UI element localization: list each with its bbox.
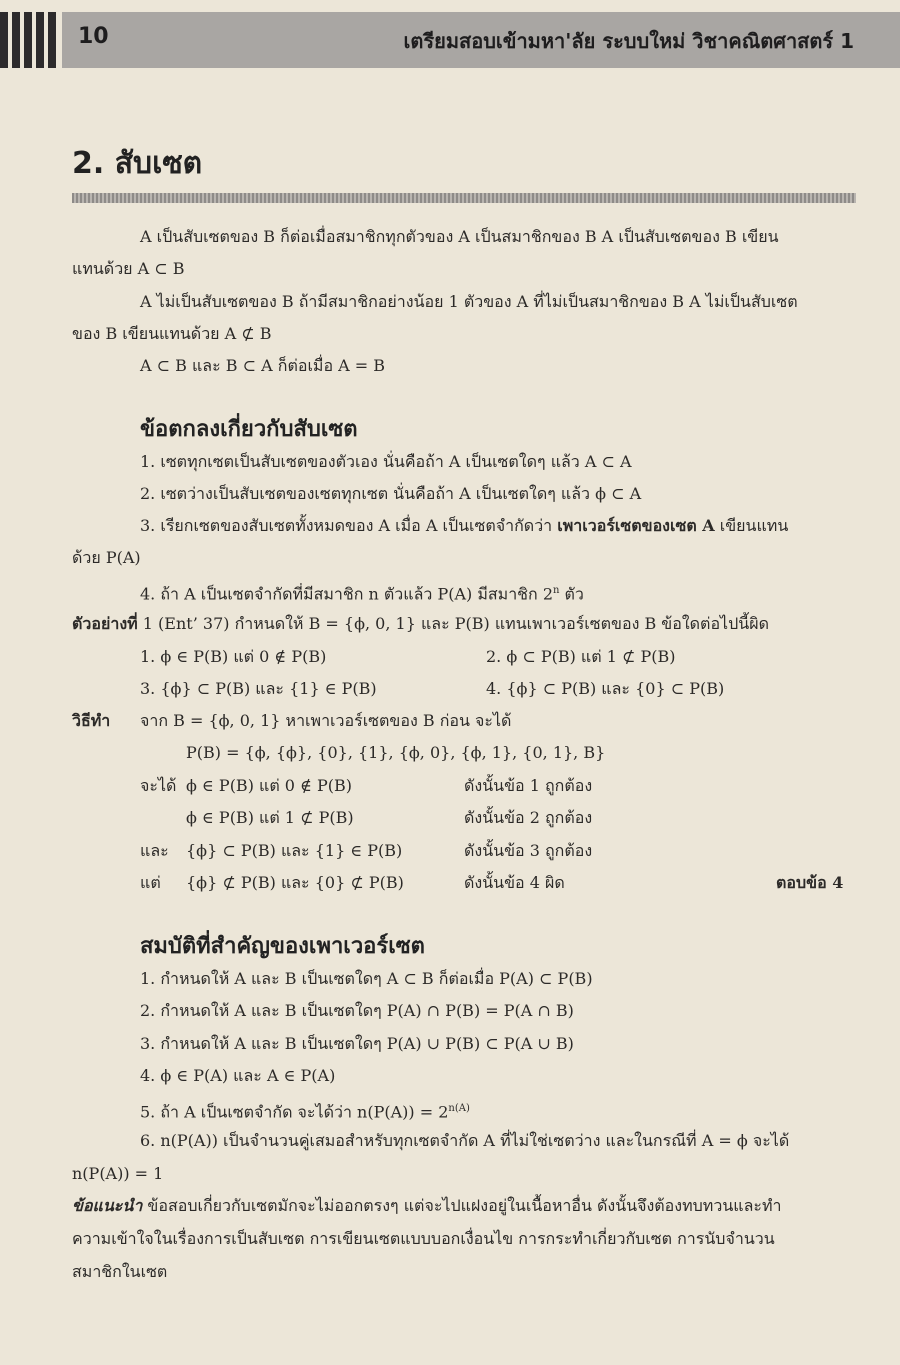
solution-row-4-expr: {ϕ} ⊄ P(B) และ {0} ⊄ P(B)	[186, 873, 404, 892]
convention-item-4-tail: ตัว	[559, 584, 584, 604]
choice-1: 1. ϕ ∈ P(B) แต่ 0 ∉ P(B)	[140, 647, 327, 666]
solution-row-3-prefix: และ	[140, 841, 169, 860]
example-text: 1 (Ent’ 37) กำหนดให้ B = {ϕ, 0, 1} และ P(B) แทนเพาเวอร์เซตของ B ข้อใดต่อไปนี้ผิด	[137, 614, 769, 633]
convention-item-3-tail: เขียนแทน	[714, 516, 789, 535]
property-item-5-text: 5. ถ้า A เป็นเซตจำกัด จะได้ว่า n(P(A)) = 2	[140, 1102, 449, 1122]
page-header	[0, 12, 900, 68]
choice-4: 4. {ϕ} ⊂ P(B) และ {0} ⊂ P(B)	[486, 679, 725, 698]
exponent-nA: n(A)	[448, 1103, 470, 1114]
power-set-term: เพาเวอร์เซตของเซต A	[557, 516, 715, 535]
intro-line-5: A ⊂ B และ B ⊂ A ก็ต่อเมื่อ A = B	[140, 356, 386, 375]
example-question	[72, 613, 769, 635]
convention-item-4-text: 4. ถ้า A เป็นเซตจำกัดที่มีสมาชิก n ตัวแล้ว P(A) มีสมาชิก 2	[140, 584, 553, 604]
intro-line-2: แทนด้วย A ⊂ B	[72, 259, 185, 278]
answer-label: ตอบข้อ 4	[776, 873, 844, 892]
page-number: 10	[78, 24, 109, 49]
property-item-4: 4. ϕ ∈ P(A) และ A ∈ P(A)	[140, 1066, 336, 1085]
solution-line-2: P(B) = {ϕ, {ϕ}, {0}, {1}, {ϕ, 0}, {ϕ, 1}, {0, 1}, B}	[186, 743, 606, 762]
solution-row-4-result: ดังนั้นข้อ 4 ผิด	[464, 873, 565, 892]
header-stripes	[0, 12, 58, 68]
property-item-3: 3. กำหนดให้ A และ B เป็นเซตใดๆ P(A) ∪ P(B) ⊂ P(A ∪ B)	[140, 1034, 574, 1053]
solution-label: วิธีทำ	[72, 711, 111, 730]
property-item-1: 1. กำหนดให้ A และ B เป็นเซตใดๆ A ⊂ B ก็ต่อเมื่อ P(A) ⊂ P(B)	[140, 969, 593, 988]
property-item-2: 2. กำหนดให้ A และ B เป็นเซตใดๆ P(A) ∩ P(B) = P(A ∩ B)	[140, 1001, 574, 1020]
example-label: ตัวอย่างที่	[72, 614, 138, 633]
solution-row-1-result: ดังนั้นข้อ 1 ถูกต้อง	[464, 776, 593, 795]
property-item-6: 6. n(P(A)) เป็นจำนวนคู่เสมอสำหรับทุกเซตจำกัด A ที่ไม่ใช่เซตว่าง และในกรณีที่ A = ϕ จะได้	[140, 1131, 790, 1150]
solution-row-1-prefix: จะได้	[140, 776, 177, 795]
solution-row-4-prefix: แต่	[140, 873, 161, 892]
title-rule	[72, 193, 856, 203]
advice-line-2: ความเข้าใจในเรื่องการเป็นสับเซต การเขียนเซตแบบบอกเงื่อนไข การกระทำเกี่ยวกับเซต การนับจำนวน	[72, 1229, 775, 1248]
solution-row-3-result: ดังนั้นข้อ 3 ถูกต้อง	[464, 841, 593, 860]
solution-row-1-expr: ϕ ∈ P(B) แต่ 0 ∉ P(B)	[186, 776, 353, 795]
solution-row-3-expr: {ϕ} ⊂ P(B) และ {1} ∈ P(B)	[186, 841, 403, 860]
properties-heading: สมบัติที่สำคัญของเพาเวอร์เซต	[140, 934, 425, 959]
convention-item-2: 2. เซตว่างเป็นสับเซตของเซตทุกเซต นั่นคือถ้า A เป็นเซตใดๆ แล้ว ϕ ⊂ A	[140, 484, 642, 503]
convention-item-1: 1. เซตทุกเซตเป็นสับเซตของตัวเอง นั่นคือถ้า A เป็นเซตใดๆ แล้ว A ⊂ A	[140, 452, 632, 471]
conventions-heading: ข้อตกลงเกี่ยวกับสับเซต	[140, 417, 358, 442]
convention-item-3	[140, 515, 788, 537]
property-item-6-cont: n(P(A)) = 1	[72, 1164, 164, 1183]
advice-label: ข้อแนะนำ	[72, 1196, 143, 1215]
solution-row-2-expr: ϕ ∈ P(B) แต่ 1 ⊄ P(B)	[186, 808, 354, 827]
chapter-title: 2. สับเซต	[72, 146, 203, 181]
property-item-5	[140, 1098, 470, 1123]
convention-item-3-cont: ด้วย P(A)	[72, 548, 141, 567]
advice-line-1	[72, 1195, 782, 1217]
solution-line-1: จาก B = {ϕ, 0, 1} หาเพาเวอร์เซตของ B ก่อน จะได้	[140, 711, 512, 730]
intro-line-1: A เป็นสับเซตของ B ก็ต่อเมื่อสมาชิกทุกตัวของ A เป็นสมาชิกของ B A เป็นสับเซตของ B เขียน	[140, 227, 779, 246]
convention-item-3-text: 3. เรียกเซตของสับเซตทั้งหมดของ A เมื่อ A เป็นเซตจำกัดว่า	[140, 516, 558, 535]
advice-text-1: ข้อสอบเกี่ยวกับเซตมักจะไม่ออกตรงๆ แต่จะไปแฝงอยู่ในเนื้อหาอื่น ดังนั้นจึงต้องทบทวนและทำ	[142, 1196, 782, 1215]
exponent-n: n	[553, 585, 560, 596]
choice-3: 3. {ϕ} ⊂ P(B) และ {1} ∈ P(B)	[140, 679, 377, 698]
intro-line-4: ของ B เขียนแทนด้วย A ⊄ B	[72, 324, 272, 343]
convention-item-4	[140, 580, 584, 605]
choice-2: 2. ϕ ⊂ P(B) แต่ 1 ⊄ P(B)	[486, 647, 676, 666]
book-title: เตรียมสอบเข้ามหา'ลัย ระบบใหม่ วิชาคณิตศาสตร์ 1	[403, 29, 854, 53]
solution-row-2-result: ดังนั้นข้อ 2 ถูกต้อง	[464, 808, 593, 827]
intro-line-3: A ไม่เป็นสับเซตของ B ถ้ามีสมาชิกอย่างน้อย 1 ตัวของ A ที่ไม่เป็นสมาชิกของ B A ไม่เป็นสับเซต	[140, 292, 798, 311]
advice-line-3: สมาชิกในเซต	[72, 1262, 168, 1281]
